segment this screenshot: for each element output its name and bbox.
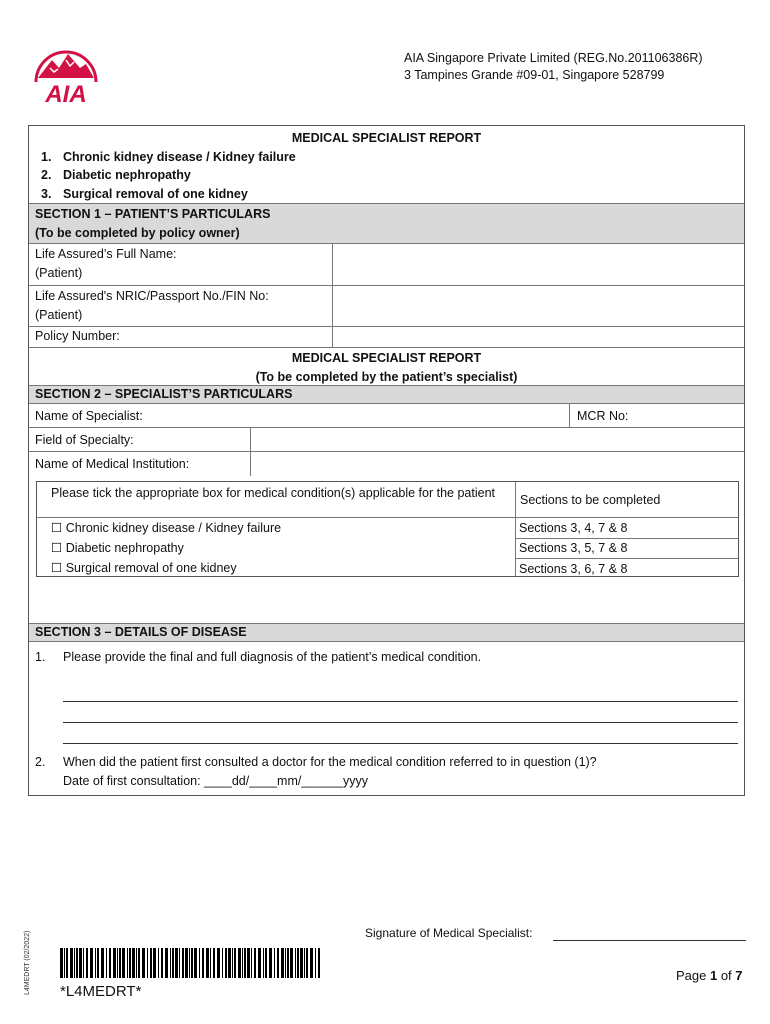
q1-answer-line-2[interactable] <box>63 722 738 723</box>
aia-logo <box>28 38 104 106</box>
form-title: MEDICAL SPECIALIST REPORT <box>291 131 482 145</box>
q2-date-field[interactable]: Date of first consultation: ____dd/____mm/______yyyy <box>63 774 369 788</box>
policy-number-field[interactable] <box>333 327 744 347</box>
checkbox-icon[interactable]: ☐ <box>51 541 63 555</box>
condition-instruction: Please tick the appropriate box for medical condition(s) applicable for the patient <box>37 482 515 518</box>
specialty-label: Field of Specialty: <box>35 433 134 447</box>
specialist-report-form <box>28 125 745 796</box>
condition-item-3: 3. Surgical removal of one kidney <box>41 186 248 201</box>
specialist-name-label: Name of Specialist: <box>35 409 143 423</box>
patient-nric-field[interactable] <box>333 286 744 326</box>
condition-option-3[interactable]: ☐ Surgical removal of one kidney <box>51 561 237 575</box>
mcr-label: MCR No: <box>577 409 629 423</box>
q1-text: Please provide the final and full diagnosis of the patient’s medical condition. <box>63 650 482 664</box>
patient-name-field[interactable] <box>333 244 744 285</box>
patient-name-row <box>29 243 744 285</box>
policy-number-row <box>29 326 744 347</box>
company-name: AIA Singapore Private Limited (REG.No.201106386R) <box>404 51 703 65</box>
q1-answer-line-3[interactable] <box>63 743 738 744</box>
q2-number: 2. <box>35 755 46 769</box>
specialty-field[interactable] <box>251 428 744 451</box>
form-code: L4MEDRT (02/2022) <box>24 930 31 995</box>
section3-heading: SECTION 3 – DETAILS OF DISEASE <box>29 623 744 641</box>
institution-field[interactable] <box>251 452 744 476</box>
checkbox-icon[interactable]: ☐ <box>51 521 63 535</box>
sections-for-option-3: Sections 3, 6, 7 & 8 <box>519 562 628 576</box>
q2-text: When did the patient first consulted a doctor for the medical condition referred to in question (1)? <box>63 755 597 769</box>
question-2 <box>29 749 744 795</box>
condition-list <box>29 148 744 204</box>
signature-line[interactable] <box>553 940 746 941</box>
patient-nric-sub: (Patient) <box>35 307 83 322</box>
section1-subheading: (To be completed by policy owner) <box>35 225 240 240</box>
patient-name-sub: (Patient) <box>35 265 83 280</box>
barcode-label: *L4MEDRT* <box>60 983 142 1000</box>
page-number: Page 1 of 7 <box>676 968 743 983</box>
company-street: 3 Tampines Grande #09-01, Singapore 528799 <box>404 68 665 82</box>
report-subtitle: (To be completed by the patient’s specialist) <box>255 369 518 384</box>
logo-text: AIA <box>45 81 87 106</box>
report-title: MEDICAL SPECIALIST REPORT <box>291 351 482 365</box>
patient-name-label: Life Assured’s Full Name: <box>35 247 177 261</box>
section2-heading: SECTION 2 – SPECIALIST’S PARTICULARS <box>29 385 744 403</box>
condition-option-2[interactable]: ☐ Diabetic nephropathy <box>51 541 184 555</box>
sections-for-option-2: Sections 3, 5, 7 & 8 <box>519 541 628 555</box>
institution-and-conditions <box>29 451 744 623</box>
patient-nric-row <box>29 285 744 326</box>
sections-for-option-1: Sections 3, 4, 7 & 8 <box>519 521 628 535</box>
specialist-name-field[interactable] <box>251 404 568 427</box>
q1-number: 1. <box>35 650 46 664</box>
condition-item-1: 1. Chronic kidney disease / Kidney failure <box>41 149 296 164</box>
specialist-name-row <box>29 403 744 427</box>
sections-header: Sections to be completed <box>515 482 738 518</box>
condition-item-2: 2. Diabetic nephropathy <box>41 168 191 182</box>
checkbox-icon[interactable]: ☐ <box>51 561 63 575</box>
company-address <box>404 50 703 84</box>
specialty-row <box>29 427 744 451</box>
question-1 <box>29 641 744 749</box>
title-block <box>29 126 744 203</box>
policy-number-label: Policy Number: <box>35 329 120 343</box>
section1-heading: SECTION 1 – PATIENT’S PARTICULARS (To be completed by policy owner) <box>29 203 744 243</box>
report-block <box>29 347 744 385</box>
condition-option-1[interactable]: ☐ Chronic kidney disease / Kidney failure <box>51 521 282 535</box>
condition-table <box>36 481 739 577</box>
patient-nric-label: Life Assured's NRIC/Passport No./FIN No: <box>35 289 269 303</box>
barcode-icon <box>60 948 322 978</box>
q1-answer-line-1[interactable] <box>63 701 738 702</box>
signature-label: Signature of Medical Specialist: <box>365 926 533 940</box>
institution-label: Name of Medical Institution: <box>35 457 190 471</box>
